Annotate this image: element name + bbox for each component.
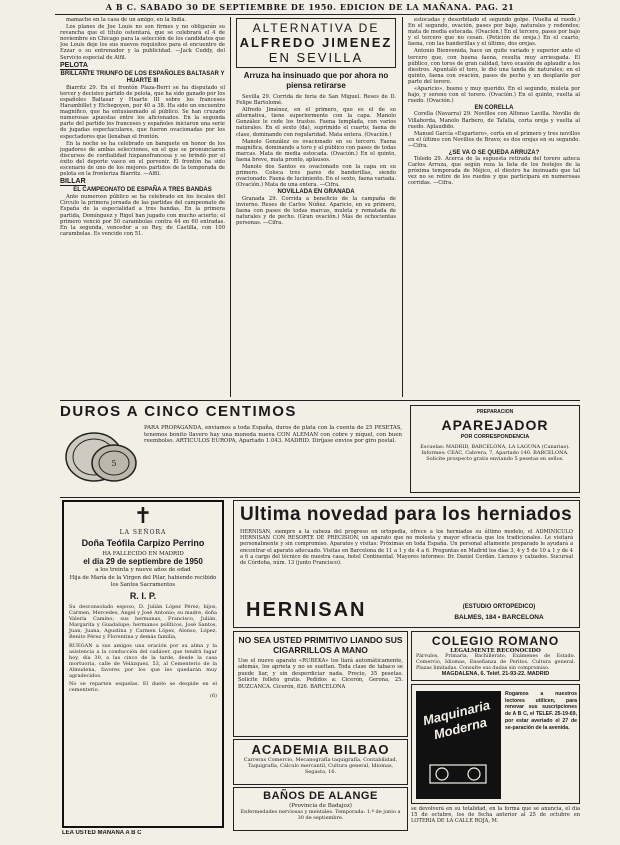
- coins-icon: [62, 425, 140, 485]
- arruza-text: Toledo 29. Acerca de la supuesta retirada del torero azteca Carlos Arruza, que según reza la lista de los festejos de la próxima temporada de Méjico, el diestro ha insinuado que tal vez no se retire de los ruedos y que participará en numerosas corridas. —Cifra.: [408, 156, 580, 187]
- right-paragraph: estocadas y desorbitado el segundo golpe. (Vuelta al ruedo.) En el segundo, ovación, pases por bajo, naturales y redondos; mata de media estocada. (Ovación.) En el tercero, pases por bajo y el tercero que no cesan. (Petición de oreja.) En el cuarto, faena, con las banderillas y el último, dos orejas.: [408, 17, 580, 48]
- footer-tagline: LEA USTED MAÑANA A B C: [62, 830, 142, 836]
- lottery-notice: se devolverá en su totalidad, en la forma que se anuncia, el día 15 de octubre, los de fecha anterior al 25 de octubre en LOTERIA DE LA CALLE ROJA, M.: [411, 806, 580, 825]
- page-header: A B C. SABADO 30 DE SEPTIEMBRE DE 1950. EDICION DE LA MAÑANA. PAG. 21: [105, 2, 515, 12]
- hernisan-brand: HERNISAN: [246, 599, 367, 621]
- right-paragraph: Antonio Bienvenida, hace un quite variado y superior ante el tercero que, con buena faena, resulta muy arriesgada. El público, con toros de gran calidad, tuvo ocasión de aplaudir a los diestros. Apuntaló el toro, le dió una tanda de naturales; en el quinto, faena con ovación, pases de pecho y un desplante por parte del torero.: [408, 48, 580, 85]
- arruza-headline: ¿SE VA O SE QUEDA ARRUZA?: [448, 149, 540, 156]
- hernisan-address: BALMES, 184 • BARCELONA: [454, 614, 544, 621]
- left-paragraph: mamache en la casa de un amigo, en la India.: [66, 17, 187, 23]
- hernisan-headline: Ultima novedad para los herniados: [240, 504, 573, 525]
- hernisan-institute: (ESTUDIO ORTOPEDICO): [462, 604, 536, 610]
- obituary-label: LA SEÑORA: [119, 529, 167, 536]
- right-column: [408, 17, 580, 397]
- alfredo-subheadline: Arruza ha insinuado que por ahora no piensa retirarse: [243, 71, 389, 90]
- obituary-rip: R. I. P.: [129, 591, 157, 601]
- alange-subtitle: (Provincia de Badajoz): [289, 803, 352, 809]
- rubeka-ad: [233, 631, 408, 737]
- aparejador-text: Escuelas: MADRID, BARCELONA, LA LAGUNA (Canarias). Informes: CEAC, Cabrera, 7, Apartado 140. BARCELONA. Solicite prospecto gratis enviando 5 pesetas en sellos.: [420, 444, 570, 463]
- billar-text: Ante numeroso público se ha celebrado en los locales del Círculo la primera jornada de las partidas del campeonato de España de la especialidad a tres bandas. En la primera partida, Domínguez y Rigol han jugado con mucho acierto; el primero venció por 50 carambolas contra 44 en 60 entradas. En la segunda, vencedor a su Rey, de Castilla, con 100 carambolas. Es vencido con 51.: [60, 194, 225, 237]
- alange-ad: [233, 787, 408, 831]
- cross-icon: ✝: [133, 504, 153, 529]
- academia-title: ACADEMIA BILBAO: [251, 742, 390, 757]
- obituary-date: el día 29 de septiembre de 1950: [83, 557, 203, 566]
- billar-headline: EL CAMPEONATO DE ESPAÑA A TRES BANDAS: [73, 187, 212, 194]
- alfredo-text: Manolo González es ovacionado en su tercero. Faena magnífica, dominando a toro y al público con pases de todas marcas. Mata de media estocada. (Ovación.) En el quinto, faena breve, mata pronto, aplausos.: [236, 138, 396, 163]
- pelota-text: Biarritz 29. En el frontón Plaza-Berri se ha disputado el tercer y decisivo partido de pelota, que ha sido ganado por los españoles Baltasar y Huarte III sobre los franceses Harambillet y Etchegoyen, por 40 a 38. Ha sido un encuentro magnífico, que ha entusiasmado al público. Se han cruzado numerosas apuestas entre los aficionados. En la segunda parte del partido los franceses y españoles iniciaron una serie de jugadas espectaculares, que fueron ovacionadas por los espectadores que llenaban el frontón.: [60, 84, 225, 140]
- colegio-text: Párvulos, Primaria, Bachillerato, Exámenes de Estado. Comercio, Idiomas, Enseñanza de Peritos. Cultura general. Plazas limitadas. Consulte sus dudas sin compromiso.: [416, 653, 575, 671]
- maquinaria-logo-box: [416, 691, 501, 799]
- right-paragraph: «Aparicio», bueno y muy querido. En el segundo, muleta por bajo, y sereno con el torero. (Ovación.) En el quinto, vuelta al ruedo. (Ovación.): [408, 86, 580, 105]
- academia-text: Carreras Comercio, Mecanografía taquigrafía, Contabilidad, Taquigrafía, Cálculo mercantil, Cultura general, Idiomas, Segasta, 16.: [243, 757, 398, 775]
- obituary-code: (6): [209, 693, 217, 699]
- hernisan-text: HERNISAN, siempre a la cabeza del progreso en ortopedia, ofrece a los herniados su último modelo, el ADMINICULO HERNISAN CON RESORTE DE PRECISION, un aparato que no molesta y mayor eficacia que los tradicionales. Le visitará personalmente y sin compromiso. Aparatos y visitas: Próximas en toda España. Un personal altamente preparado le ayudará a encontrar el aparato adecuado. Visitas en Barcelona de 11 a 1 y de 4 a 6. Preguntas en Madrid los días 3, 4 y 5 de 10 a 1 y de 4 a 6 a cargo del técnico de nuestra casa, hotel Continental. Mayores informes: Dr. Daniel Cerdán. Lienzos y calzados. Sucursal de Córdoba, núm. 13 (junto Francisco).: [240, 529, 573, 567]
- colegio-ad: [411, 631, 580, 681]
- duros-text: PARA PROPAGANDA, enviamos a toda España, duros de plata con la cuenta de 25 PESETAS, tenemos bonito llavero hay una moneda nueva CON ALEMAN con cobre y níquel, con buen reembolso. ARTICULOS EUROPA, Apartado 1.043. MADRID. Diríjase envios por giro postal.: [144, 425, 402, 445]
- left-paragraph: Los planes de Joe Louis no son firmes y no obligarán su revancha que el título ostentará, que se celebrará el 4 de noviembre en Chicago para la selección de los candidatos que Joe Louis deje los sus nuevos requisitos para el encuentro de Ezzar o su entrenador y la publicidad. —Jack Cuddy, del Servicio especial de Alfil.: [60, 24, 225, 61]
- obituary-request: RUEGAN a sus amigos una oración por su alma y la asistencia a la conducción del cadáver, que tendrá lugar hoy, día 30, a las cinco de la tarde, desde la casa mortuoria, calle de Velázquez, 53, al Cementerio de la Almudena, favores por los que les quedarán muy agradecidos.: [69, 643, 217, 679]
- abc-notice-box: [411, 684, 580, 804]
- maquinaria-logo: Maquinaria Moderna: [421, 697, 492, 743]
- renewal-notice: Rogamos a nuestros lectores utilicen, para renovar sus suscripciones de A B C, el TELEF. 25-19-69, por estar averiado el 27 de se-paración de la avenida.: [505, 691, 577, 731]
- ads-rule: [60, 497, 580, 498]
- alfredo-headline-box: [236, 18, 396, 68]
- colegio-title: COLEGIO ROMANO: [431, 634, 560, 648]
- section-pelota: PELOTA: [60, 61, 88, 69]
- column-rule: [402, 17, 403, 397]
- middle-column: [236, 18, 396, 398]
- obituary-order: Hija de María de la Virgen del Pilar, habiendo recibido los Santos Sacramentos: [69, 575, 217, 588]
- aparejador-ad: [410, 405, 580, 493]
- granada-headline: NOVILLADA EN GRANADA: [277, 189, 355, 196]
- machine-icon: [416, 753, 501, 793]
- alfredo-title-line2: ALFREDO JIMENEZ: [239, 35, 393, 50]
- colegio-address: MAGDALENA, 6. Teléf. 21-93-22. MADRID: [441, 671, 550, 678]
- obituary-notice: [62, 500, 224, 828]
- academia-ad: [233, 739, 408, 785]
- obituary-name: Doña Teófila Carpizo Perrino: [81, 538, 205, 548]
- coins-illustration: [62, 425, 140, 485]
- corella-text: Manuel García «Espartero», corta en el primero y tres novillos en el último con Novillos de Bravo; es dos orejas en su segundo. —Cifra.: [408, 130, 580, 149]
- duros-ad: [60, 403, 405, 495]
- alange-text: Enfermedades nerviosas y mentales. Temporada: 1.º de junio a 30 de septiembre.: [240, 809, 401, 821]
- svg-text:5: 5: [111, 459, 117, 468]
- alfredo-text: Sevilla 29. Corrida de feria de San Miguel. Reses de D. Felipe Bartolomé.: [236, 94, 396, 107]
- corella-text: Corella (Navarra) 29. Novillos con Alfonso Lavilla. Novillo de Villaborda, Manolo Barbero, de Tafalla, corta oreja y vuelta al ruedo. Aplaudido.: [408, 111, 580, 130]
- obituary-age: a los treinta y nueve años de edad: [95, 567, 191, 573]
- alfredo-title-line1: ALTERNATIVA DE: [252, 21, 380, 35]
- alfredo-title-line3: EN SEVILLA: [268, 50, 364, 65]
- alfredo-text: Alfredo Jiménez, en el primero, que es el de su alternativa, tiene superiormente con la capa. Manolo González le cede los trastos. Faena templada, con varios naturales. En el sexto (da), suprimido el cuarto; faena de clase, dominando con regularidad. Mata entera. (Ovación.): [236, 107, 396, 138]
- rubeka-headline: NO SEA USTED PRIMITIVO LIANDO SUS CIGARRILLOS A MANO: [238, 635, 403, 655]
- rubeka-text: Use el nuevo aparato «RUBEKA» los liará automáticamente, además, los aprieta y no se sueltan. Toda clase de tabaco se puede liar, y sin desperdiciar nada. Precio, 35 pesetas. Solicite folleto gratis. Pedidos a: Cicerón, Gerona, 25. BUZCANCA. Cicerón, 826. BARCELONA: [238, 658, 403, 690]
- aparejador-title: APAREJADOR: [441, 417, 549, 433]
- obituary-footer: No se reparten esquelas. El duelo se despide en el cementerio.: [69, 681, 217, 693]
- alange-title: BAÑOS DE ALANGE: [263, 790, 378, 802]
- obituary-family: Su desconsolado esposo, D. Julián López Pérez; hijos, Carmen, Mercedes, Angel y José Antonio; su madre, doña Valeria Camino; sus hermanas, Francisco, Julián, Margarita y Guadalupe; hermanos políticos, José Santos, Juan, Juana, Agustina y Carmen López, Alonso, López, Benito Pérez y Florentina y demás familia,: [69, 604, 217, 640]
- pelota-text: En la noche se ha celebrado un banquete en honor de los jugadores de ambas selecciones, en el que se pronunciaron discursos de cordialidad hispanofrancesa y se brindó por el éxito del deporte vasco en el porvenir. El frontón ha sido escenario de uno de los mejores partidos de la temporada de pelota en la fronteriza Biarritz. —Alfil.: [60, 140, 225, 178]
- left-column: [60, 17, 225, 401]
- aparejador-top: PREPARACION: [476, 409, 514, 415]
- duros-title: DUROS A CINCO CENTIMOS: [60, 403, 297, 420]
- alfredo-text: Manolo dos Santos es ovacionado con la capa en su primero. Coloca tres pares de banderillas, siendo ovacionado. Faena de lucimiento. En el sexto, faena variada. (Ovación.) Mata de una entera. —Cifra.: [236, 164, 396, 189]
- hernisan-ad: [233, 500, 580, 628]
- column-rule: [230, 17, 231, 397]
- section-billar: BILLAR: [60, 178, 86, 186]
- aparejador-subtitle: POR CORRESPONDENCIA: [460, 434, 530, 440]
- corella-headline: EN CORELLA: [474, 105, 514, 112]
- granada-text: Granada 29. Corrida a beneficio de la campaña de invierno. Reses de Carlos Núñez. Aparicio, en su primero, faena con pases de todas marcas, muleta y rematada de naturales y de pecho. (Gran ovación.) Más de ochocientas personas. —Cifra.: [236, 195, 396, 226]
- colegio-subtitle: LEGALMENTE RECONOCIDO: [450, 648, 541, 654]
- pelota-headline: BRILLANTE TRIUNFO DE LOS ESPAÑOLES BALTASAR Y HUARTE III: [60, 70, 225, 84]
- obituary-died: HA FALLECIDO EN MADRID: [102, 551, 184, 557]
- header-rule: [55, 14, 575, 15]
- ads-rule: [60, 400, 580, 401]
